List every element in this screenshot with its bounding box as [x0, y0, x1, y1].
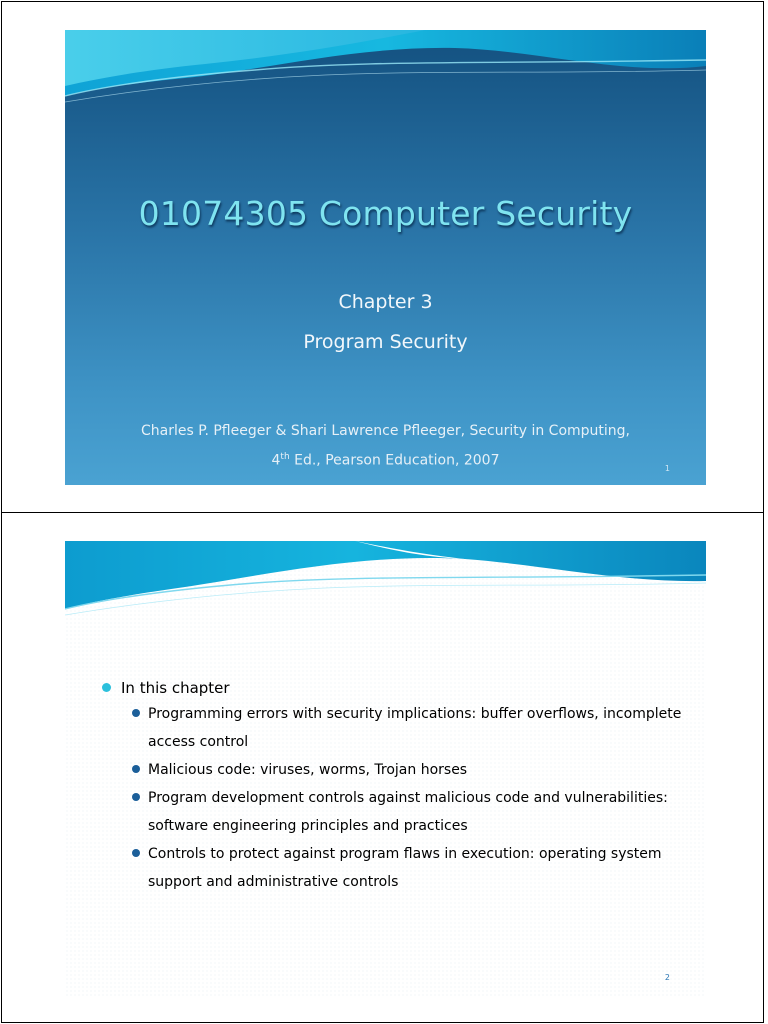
- sub-bullet-item: [101, 756, 691, 784]
- page-panel-2: [1, 512, 764, 1023]
- chapter-label: Chapter 3: [338, 291, 433, 313]
- slide-title: 01074305 Computer Security: [138, 194, 633, 233]
- bullet-dot-icon: [132, 849, 140, 857]
- slide-number: 1: [664, 464, 670, 473]
- bullet-dot-icon: [132, 709, 140, 717]
- bullet-list: [101, 676, 691, 896]
- bullet-dot-icon: [132, 793, 140, 801]
- page-panel-1: [1, 1, 764, 513]
- reference-edition: 4: [271, 452, 281, 469]
- bullet-dot-icon: [102, 683, 111, 692]
- reference-line-1: Charles P. Pfleeger & Shari Lawrence Pfleeger, Security in Computing,: [140, 423, 631, 439]
- sub-bullet-item: [101, 700, 691, 756]
- bullet-text: In this chapter: [121, 679, 230, 697]
- sub-bullet-item: [101, 840, 691, 896]
- sub-bullet-text: Programming errors with security implications: buffer overflows, incomplete access control: [148, 706, 682, 750]
- reference-line-2: [65, 452, 706, 469]
- sub-bullet-text: Malicious code: viruses, worms, Trojan horses: [148, 762, 468, 778]
- header-wave-decoration: [65, 30, 706, 120]
- reference-publisher: Ed., Pearson Education, 2007: [289, 452, 500, 469]
- title-slide: [65, 30, 706, 485]
- sub-bullet-item: [101, 784, 691, 840]
- bullet-dot-icon: [132, 765, 140, 773]
- header-wave-decoration: [65, 541, 706, 631]
- slide-number: 2: [664, 973, 670, 982]
- content-slide: [65, 541, 706, 996]
- reference-edition-suffix: th: [280, 452, 290, 462]
- bullet-item-main: [101, 676, 691, 700]
- chapter-title: Program Security: [303, 331, 468, 353]
- sub-bullet-text: Controls to protect against program flaws in execution: operating system support and administrative controls: [148, 846, 662, 890]
- sub-bullet-text: Program development controls against malicious code and vulnerabilities: software engineering principles and practices: [148, 790, 668, 834]
